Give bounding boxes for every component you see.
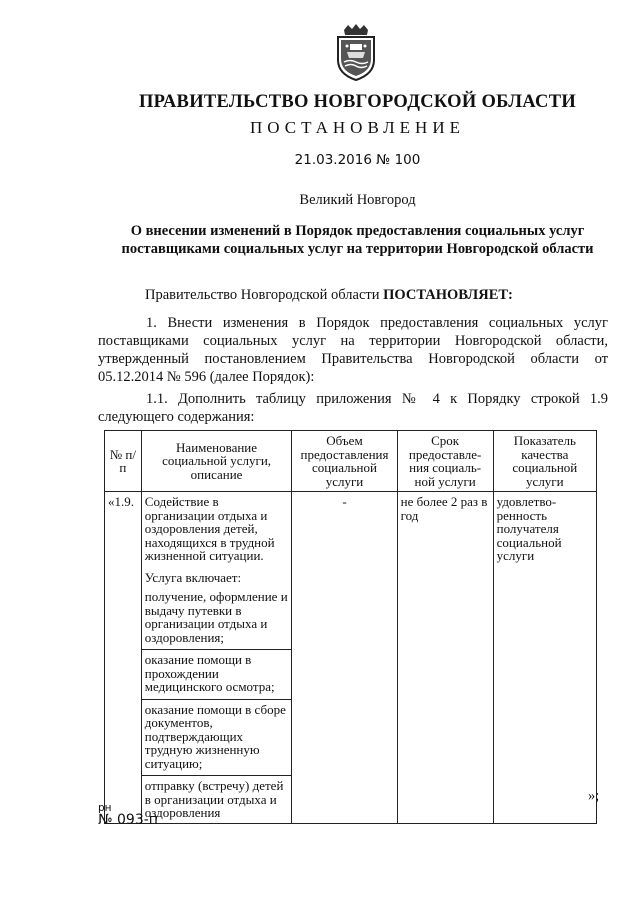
footer-initials: рн <box>98 802 112 814</box>
service-item: оказание помощи в сборе документов, подтверждающих трудную жизненную ситуацию; <box>142 699 292 771</box>
header-quality: Показатель качества социальной услуги <box>493 431 596 492</box>
date-number: 21.03.2016 № 100 <box>294 152 421 168</box>
subject-line-1: О внесении изменений в Порядок предоставления социальных услуг <box>130 223 585 239</box>
row-term: не более 2 раз в год <box>397 492 493 824</box>
header-name: Наименование социальной услуги, описание <box>141 431 292 492</box>
subject-line-2: поставщиками социальных услуг на территории Новгородской области <box>121 241 594 257</box>
intro-bold: ПОСТАНОВЛЯЕТ: <box>383 287 513 303</box>
header-volume: Объем предоставления социальной услуги <box>292 431 397 492</box>
closing-quote: »; <box>588 788 600 804</box>
decree-subject <box>100 222 615 258</box>
row-name-cell <box>141 492 292 824</box>
service-name: Содействие в организации отдыха и оздоровления детей, находящихся в трудной жизненной ситуации. <box>144 494 275 563</box>
table-header-row <box>105 431 597 492</box>
includes-label: Услуга включает: <box>144 569 242 585</box>
city: Великий Новгород <box>299 192 416 208</box>
service-item: оказание помощи в прохождении медицинского осмотра; <box>142 649 292 694</box>
header-num: № п/п <box>105 431 142 492</box>
service-item: отправку (встречу) детей в организации отдыха и оздоровления <box>142 775 292 820</box>
paragraph-1-1: 1.1. Дополнить таблицу приложения № 4 к Порядку строкой 1.9 следующего содержания: <box>98 391 608 425</box>
document-type: ПОСТАНОВЛЕНИЕ <box>249 118 465 137</box>
row-quality: удовлетво-ренность получателя социальной услуги <box>493 492 596 824</box>
paragraph-1: 1. Внести изменения в Порядок предоставления социальных услуг поставщиками социальных услуг на территории Новгородской области, утвержденный постановлением Правительства Новгородской области от 05.12.2014 № 596 (далее Порядок): <box>98 315 608 385</box>
services-table <box>104 430 600 824</box>
intro-paragraph <box>145 286 513 304</box>
row-volume: - <box>292 492 397 824</box>
table-row <box>105 492 597 824</box>
service-item: получение, оформление и выдачу путевки в организации отдыха и оздоровления; <box>144 589 288 645</box>
intro-text: Правительство Новгородской области <box>145 287 380 303</box>
government-title: ПРАВИТЕЛЬСТВО НОВГОРОДСКОЙ ОБЛАСТИ <box>138 92 577 112</box>
header-term: Срок предоставле-ния социаль-ной услуги <box>397 431 493 492</box>
novgorod-coat-of-arms-icon <box>330 22 382 82</box>
footer-code: № 093-п <box>98 812 158 828</box>
row-num: «1.9. <box>105 492 142 824</box>
